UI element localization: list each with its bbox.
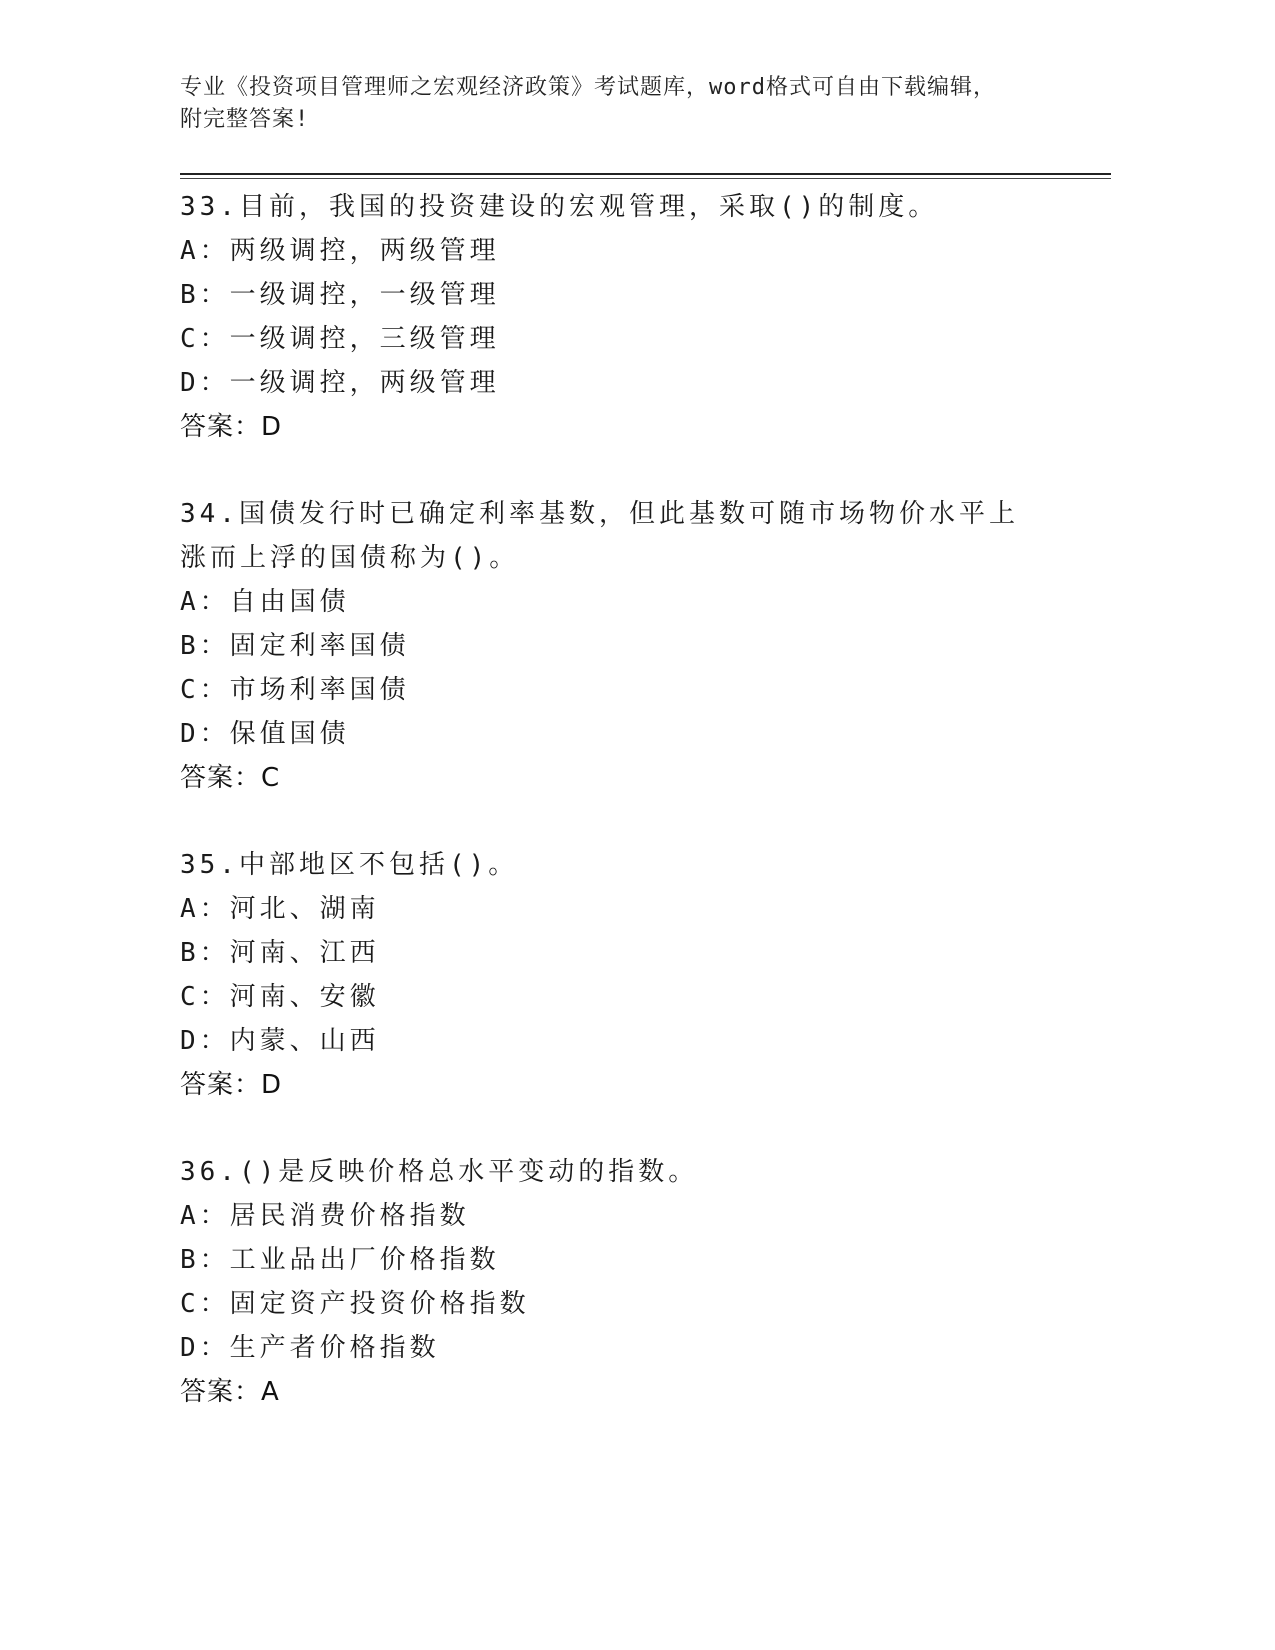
question-36 [180,1150,1060,1414]
answer: 答案：C [180,763,281,793]
header-line-2: 附完整答案! [180,107,310,132]
question-stem: 36.()是反映价格总水平变动的指数。 [180,1157,699,1187]
option-c: C：河南、安徽 [180,982,380,1012]
option-c: C：固定资产投资价格指数 [180,1289,530,1319]
option-c: C：一级调控，三级管理 [180,324,500,354]
option-b: B：河南、江西 [180,938,380,968]
option-a: A：河北、湖南 [180,894,380,924]
question-list [180,185,1060,1457]
option-a: A：自由国债 [180,587,350,617]
answer: 答案：D [180,412,283,442]
option-b: B：工业品出厂价格指数 [180,1245,500,1275]
option-c: C：市场利率国债 [180,675,410,705]
answer: 答案：D [180,1070,283,1100]
option-b: B：固定利率国债 [180,631,410,661]
header-line-1: 专业《投资项目管理师之宏观经济政策》考试题库，word格式可自由下载编辑， [180,75,996,100]
question-stem: 33.目前，我国的投资建设的宏观管理，采取()的制度。 [180,192,939,222]
option-d: D：内蒙、山西 [180,1026,380,1056]
option-d: D：一级调控，两级管理 [180,368,500,398]
option-a: A：两级调控，两级管理 [180,236,500,266]
question-35 [180,843,1060,1107]
question-stem: 34.国债发行时已确定利率基数，但此基数可随市场物价水平上涨而上浮的国债称为()。 [180,499,1019,573]
header-divider-thin [180,178,1111,179]
answer: 答案：A [180,1377,280,1407]
header-divider-thick [180,173,1111,175]
question-34 [180,492,1060,800]
option-a: A：居民消费价格指数 [180,1201,470,1231]
question-33 [180,185,1060,449]
option-b: B：一级调控，一级管理 [180,280,500,310]
option-d: D：生产者价格指数 [180,1333,440,1363]
option-d: D：保值国债 [180,719,350,749]
document-header [180,72,1110,136]
question-stem: 35.中部地区不包括()。 [180,850,519,880]
